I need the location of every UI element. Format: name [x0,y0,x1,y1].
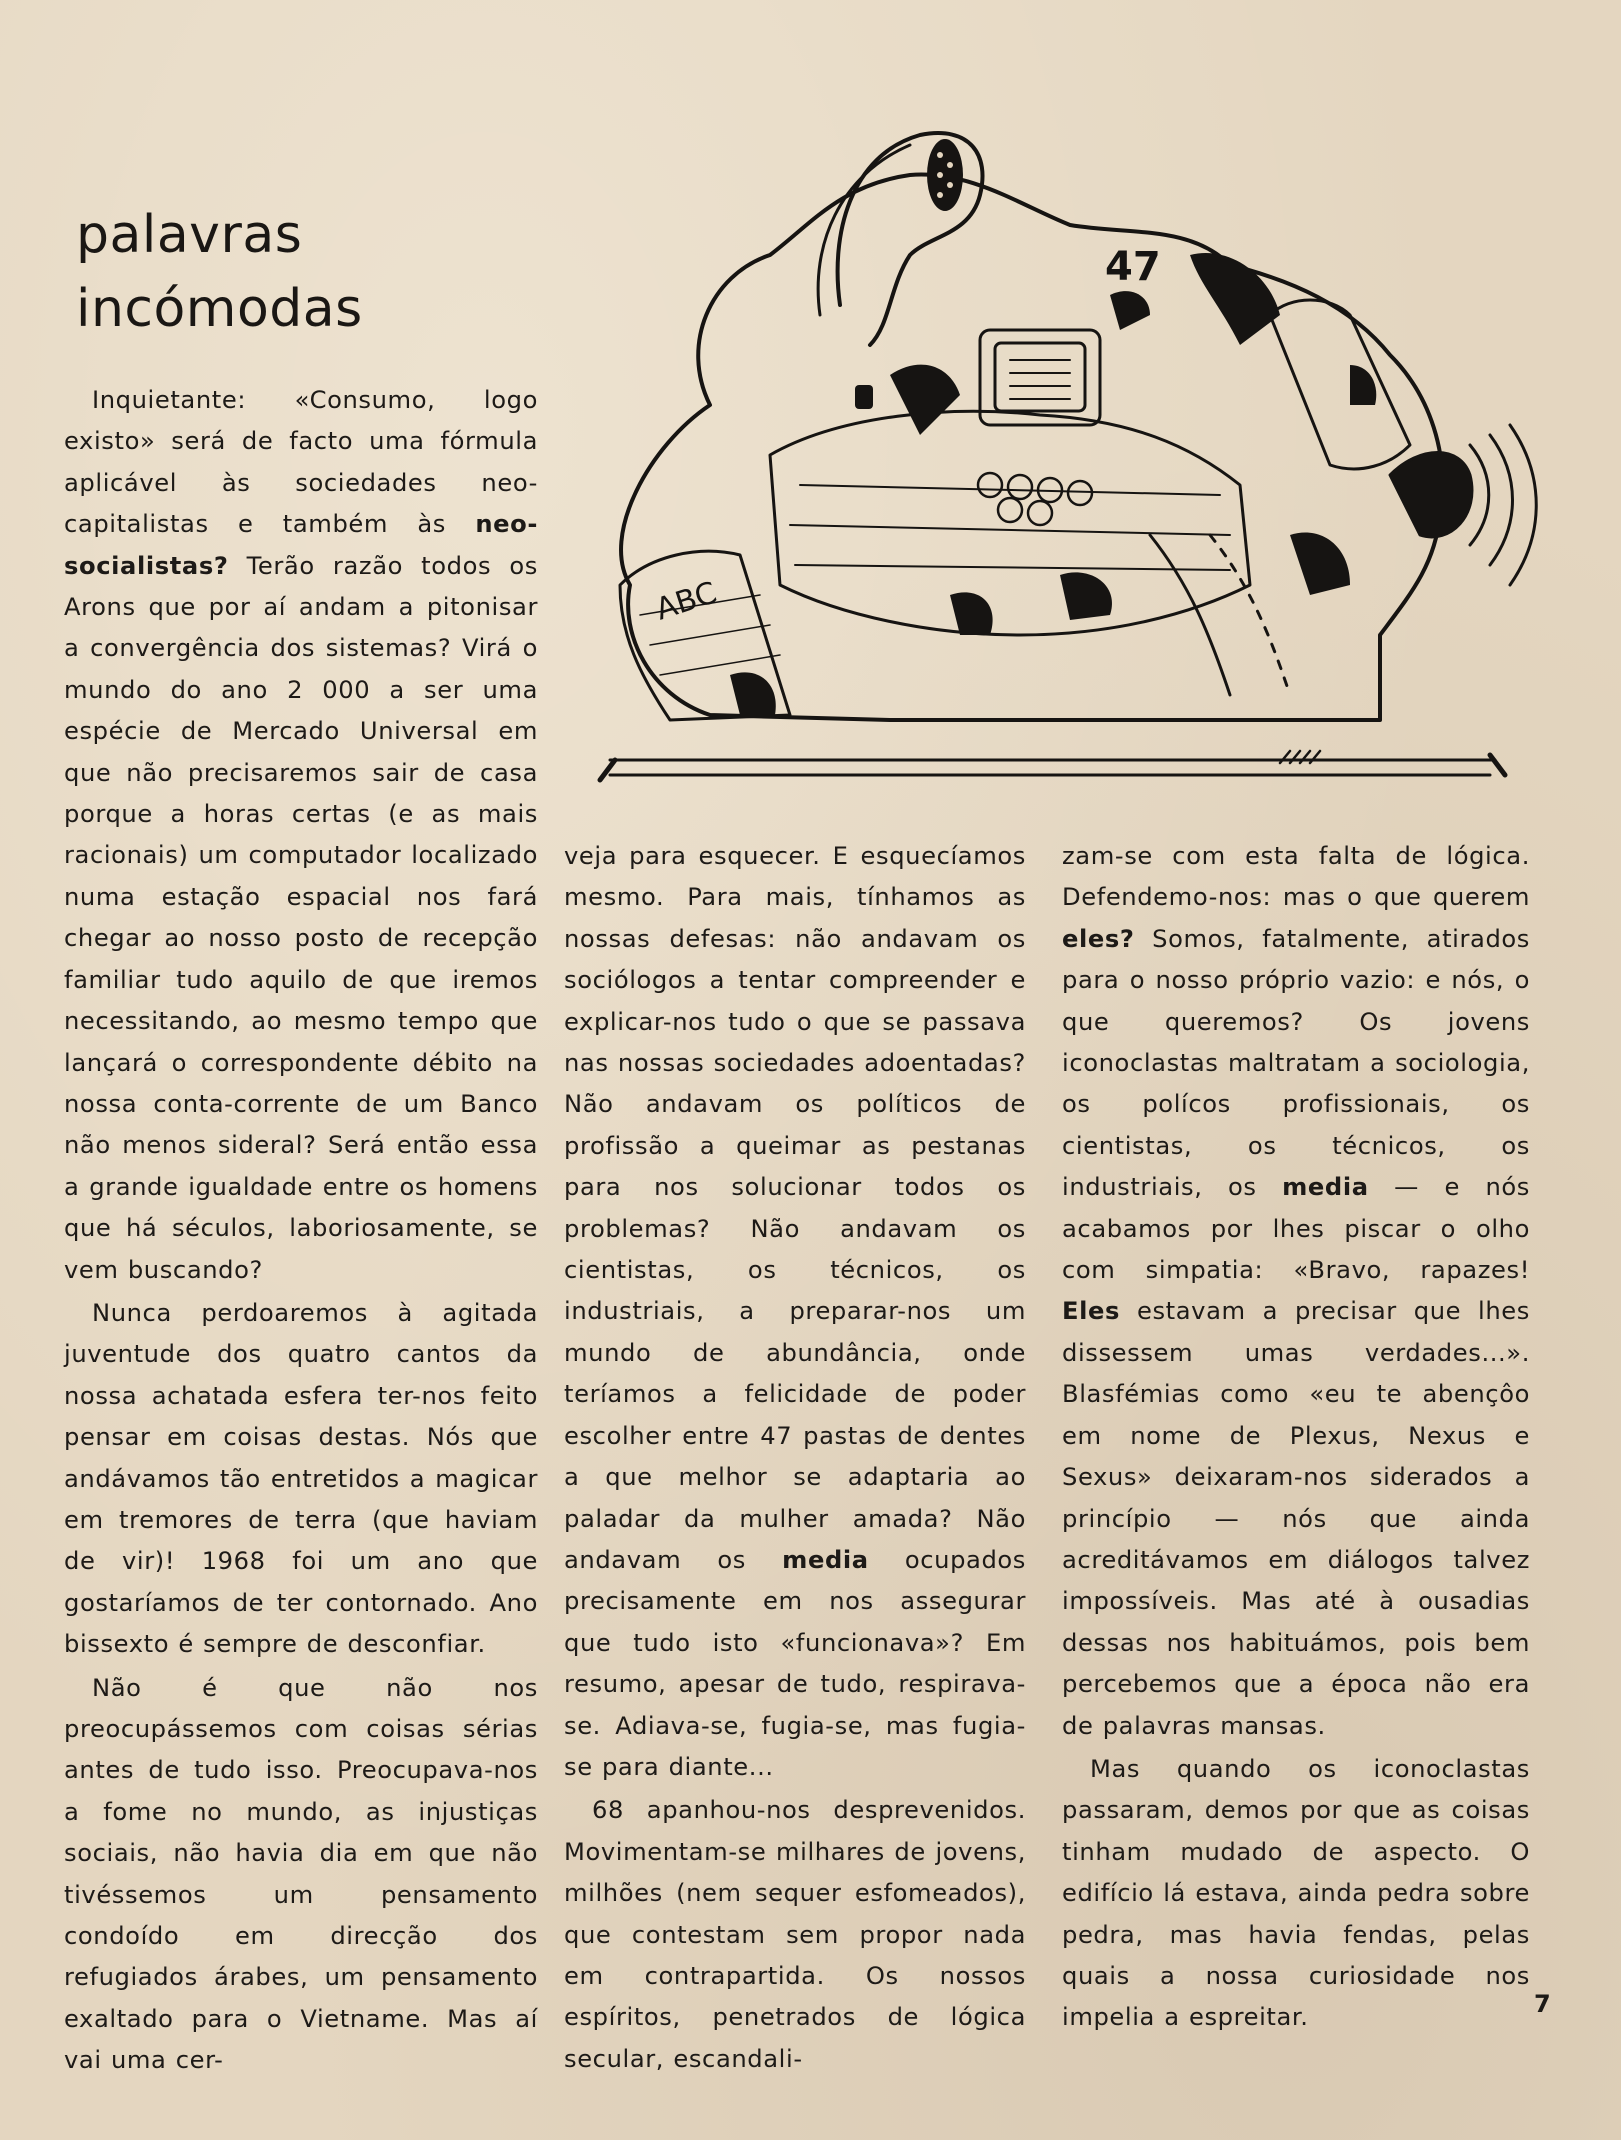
article-column-2 [564,836,1026,2080]
text-run: 68 apanhou-nos desprevenidos. Movimentam-se milhares de jovens, milhões (nem sequer esfomeados), que contestam sem propor nada em contrapartida. Os nossos espíritos, penetrados de lógica secular, escandali- [564,1796,1026,2073]
bold-text-run: eles? [1062,924,1135,953]
text-run: veja para esquecer. E esquecíamos mesmo. Para mais, tínhamos as nossas defesas: não andavam os sociólogos a tentar compreender e explicar-nos tudo o que se passava nas nossas sociedades adoentadas? Não andavam os políticos de profissão a queimar as pestanas para nos solucionar todos os problemas? Não andavam os cientistas, os técnicos, os industriais, a preparar-nos um mundo de abundância, onde teríamos a felicidade de poder escolher entre 47 pastas de dentes a que melhor se adaptaria ao paladar da mulher amada? Não andavam os [564,842,1026,1574]
article-paragraph [1062,1749,1530,2039]
headline-line-1: palavras [76,205,303,265]
article-paragraph [1062,836,1530,1747]
bold-text-run: neo-socialistas? [64,510,538,580]
text-run: Inquietante: «Consumo, logo existo» será de facto uma fórmula aplicável às sociedades neo-capitalistas e também às [64,386,538,539]
article-paragraph [64,380,538,1291]
text-run: zam-se com esta falta de lógica. Defendemo-nos: mas o que querem [1062,842,1530,912]
article-paragraph [564,1790,1026,2080]
article-paragraph [564,836,1026,1788]
text-run: estavam a precisar que lhes dissessem umas verdades...». Blasfémias como «eu te abençôo em nome de Plexus, Nexus e Sexus» deixaram-nos siderados a princípio — nós que ainda acreditávamos em diálogos talvez impossíveis. Mas até à ousadias dessas nos habituámos, pois bem percebemos que a época não era de palavras mansas. [1062,1297,1530,1740]
bold-text-run: media [782,1545,869,1574]
article-column-3 [1062,836,1530,2039]
text-run: Somos, fatalmente, atirados para o nosso próprio vazio: e nós, o que queremos? Os jovens iconoclastas maltratam a sociologia, os polícos profissionais, os cientistas, os técnicos, os industriais, os [1062,924,1530,1202]
article-column-1 [64,378,538,2082]
illustration-label-abc: ABC [651,575,721,628]
text-run: Mas quando os iconoclastas passaram, demos por que as coisas tinham mudado de aspecto. O edifício lá estava, ainda pedra sobre pedra, mas havia fendas, pelas quais a nossa curiosidade nos impelia a espreitar. [1062,1754,1530,2032]
text-run: ocupados precisamente em nos assegurar que tudo isto «funcionava»? Em resumo, apesar de tudo, respirava-se. Adiava-se, fugia-se, mas fugia-se para diante... [564,1545,1026,1781]
article-paragraph [64,1668,538,2082]
text-run: Terão razão todos os Arons que por aí andam a pitonisar a convergência dos sistemas? Virá o mundo do ano 2 000 a ser uma espécie de Mercado Universal em que não precisaremos sair de casa porque a horas certas (e as mais racionais) um computador localizado numa estação espacial nos fará chegar ao nosso posto de recepção familiar tudo aquilo de que iremos necessitando, ao mesmo tempo que lançará o correspondente débito na nossa conta-corrente de um Banco não menos sideral? Será então essa a grande igualdade entre os homens que há séculos, laboriosamente, se vem buscando? [64,551,538,1284]
article-headline [76,198,536,346]
bold-text-run: Eles [1062,1297,1121,1326]
illustration-telephone-machine [590,115,1540,791]
article-paragraph [64,1293,538,1666]
text-run: Nunca perdoaremos à agitada juventude dos quatro cantos da nossa achatada esfera ter-nos feito pensar em coisas destas. Nós que andávamos tão entretidos a magicar em tremores de terra (que haviam de vir)! 1968 foi um ano que gostaríamos de ter contornado. Ano bissexto é sempre de desconfiar. [64,1298,538,1659]
text-run: — e nós acabamos por lhes piscar o olho com simpatia: «Bravo, rapazes! [1062,1173,1530,1285]
illustration-label-47: 47 [1105,244,1161,290]
bold-text-run: media [1282,1173,1369,1202]
text-run: Não é que não nos preocupássemos com coisas sérias antes de tudo isso. Preocupava-nos a fome no mundo, as injustiças sociais, não havia dia em que não tivéssemos um pensamento condoído em direcção dos refugiados árabes, um pensamento exaltado para o Vietname. Mas aí vai uma cer- [64,1673,538,2075]
page-number: 7 [1534,1990,1551,2018]
headline-line-2: incómodas [76,279,363,339]
